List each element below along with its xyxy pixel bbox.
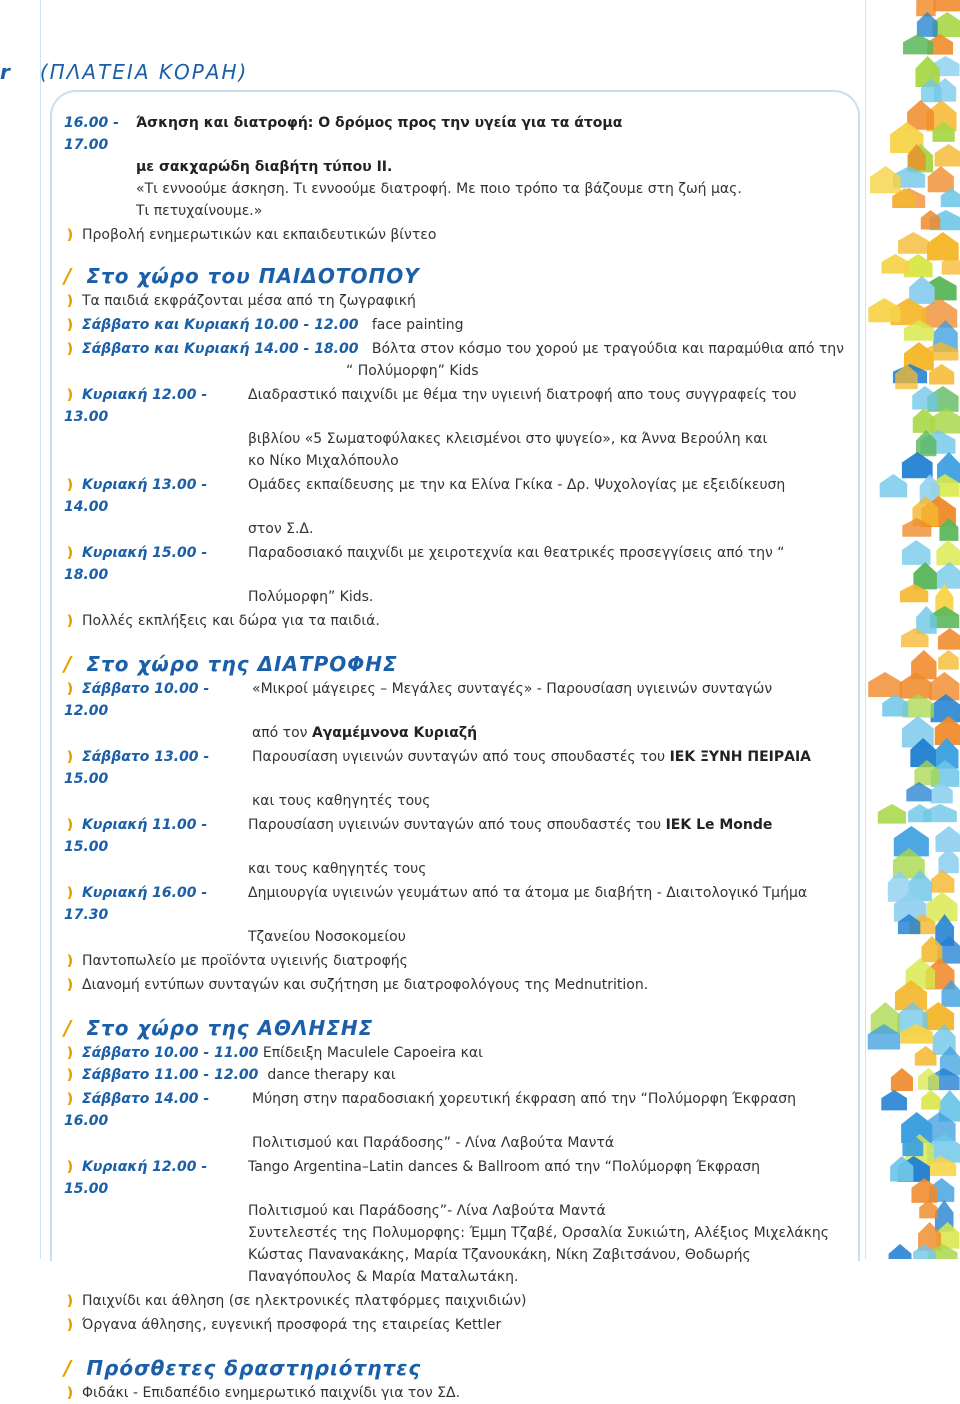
slash-icon: / (64, 652, 73, 676)
house-shape (936, 562, 960, 589)
house-shape (936, 540, 960, 565)
header-mark: r (0, 60, 12, 84)
item-text-bold: ΙΕΚ Le Monde (665, 817, 773, 833)
item-text: Διαδραστικό παιχνίδι με θέμα την υγιεινή διατροφή απο τους συγγραφείς του (248, 387, 797, 403)
chevron-right-icon: ❫ (64, 1317, 76, 1333)
item-text: Συντελεστές της Πολυμορφης: Έμμη Τζαβέ, Ορσαλία Συκιώτη, Αλέξιος Μιχελάκης (248, 1225, 829, 1241)
decorative-houses-strip (864, 0, 960, 1259)
item-text: Πολλές εκπλήξεις και δώρα για τα παιδιά. (82, 613, 380, 629)
item-time: Σάββατο 14.00 - 16.00 (64, 1091, 210, 1129)
house-shape (938, 628, 960, 650)
chevron-right-icon: ❫ (64, 1159, 76, 1175)
item-text: Όργανα άθλησης, ευγενική προσφορά της εταιρείας Kettler (82, 1317, 502, 1333)
chevron-right-icon: ❫ (64, 387, 76, 403)
item-text-bold: ΙΕΚ ΞΥΝΗ ΠΕΙΡΑΙΑ (669, 749, 812, 765)
house-shape (878, 804, 906, 824)
item-text: Μύηση στην παραδοσιακή χορευτική έκφραση από την “Πολύμορφη Έκφραση (252, 1091, 797, 1107)
section-title-additional: / Πρόσθετες δραστηριότητες (64, 1356, 422, 1380)
house-shape (889, 1244, 912, 1259)
item-text: βιβλίου «5 Σωματοφύλακες κλεισμένοι στο ψυγείο», κα Άννα Βερούλη και (248, 431, 768, 447)
item-text: Τι πετυχαίνουμε.» (136, 203, 263, 219)
item-text: Παρουσίαση υγιεινών συνταγών από τους σπουδαστές του (248, 817, 666, 833)
item-text: «Τι εννοούμε άσκηση. Τι εννοούμε διατροφή. Με ποιο τρόπο τα βάζουμε στη ζωή μας. (136, 181, 742, 197)
chevron-right-icon: ❫ (64, 953, 76, 969)
item-text: Παραδοσιακό παιχνίδι με χειροτεχνία και θεατρικές προσεγγίσεις από την “ (248, 545, 785, 561)
house-shape (868, 298, 900, 322)
house-shape (931, 870, 954, 893)
item-text: Παντοπωλείο με προϊόντα υγιεινής διατροφής (82, 953, 408, 969)
house-shape (898, 232, 929, 254)
item-time: Σάββατο 11.00 - 12.00 (82, 1067, 259, 1083)
item-text: Παναγόπουλος & Μαρία Ματαλωτάκη. (248, 1269, 519, 1285)
page-header (0, 60, 248, 84)
item-time: Κυριακή 12.00 - 13.00 (64, 387, 208, 425)
top-item (64, 112, 854, 156)
house-shape (921, 1090, 940, 1110)
chevron-right-icon: ❫ (64, 977, 76, 993)
item-time: 16.00 - 17.00 (64, 115, 119, 153)
item-time: Σάββατο 10.00 - 12.00 (64, 681, 210, 719)
chevron-right-icon: ❫ (64, 1385, 76, 1401)
house-shape (921, 210, 941, 230)
item-text: Τα παιδιά εκφράζονται μέσα από τη ζωγραφική (82, 293, 416, 309)
item-title: Άσκηση και διατροφή: Ο δρόμος προς την υγεία για τα άτομα (136, 115, 623, 131)
chevron-right-icon: ❫ (64, 477, 76, 493)
item-text: Δημιουργία υγιεινών γευμάτων από τα άτομα με διαβήτη - Διαιτολογικό Τμήμα (248, 885, 808, 901)
slash-icon: / (64, 1356, 73, 1380)
item-text: «Μικροί μάγειρες – Μεγάλες συνταγές» - Παρουσίαση υγιεινών συνταγών (252, 681, 773, 697)
chevron-right-icon: ❫ (64, 1045, 76, 1061)
chevron-right-icon: ❫ (64, 885, 76, 901)
item-text-bold: Αγαμέμνονα Κυριαζή (311, 725, 478, 741)
house-shape (881, 1090, 907, 1110)
program-content (64, 112, 854, 1404)
chevron-right-icon: ❫ (64, 749, 76, 765)
item-time: Κυριακή 11.00 - 15.00 (64, 817, 208, 855)
section-title-athlisi: / Στο χώρο της ΑΘΛΗΣΗΣ (64, 1016, 374, 1040)
item-text: Φιδάκι - Επιδαπέδιο ενημερωτικό παιχνίδι για τον ΣΔ. (82, 1385, 461, 1401)
house-shape (908, 804, 931, 822)
house-shape (882, 254, 910, 274)
item-text: Επίδειξη Maculele Capoeira και (262, 1045, 483, 1061)
item-text: Πολύμορφη” Kids. (248, 589, 374, 605)
house-shape (935, 144, 960, 167)
item-text: Παιχνίδι και άθληση (σε ηλεκτρονικές πλατφόρμες παιχνιδιών) (82, 1293, 527, 1309)
house-shape (909, 276, 934, 304)
house-shape (902, 540, 931, 565)
chevron-right-icon: ❫ (64, 1293, 76, 1309)
item-text: Βόλτα στον κόσμο του χορού με τραγούδια και παραμύθια από την (371, 341, 844, 357)
item-text: Προβολή ενημερωτικών και εκπαιδευτικών βίντεο (82, 227, 437, 243)
item-text: “ Πολύμορφη” Kids (346, 363, 479, 379)
house-shape (912, 386, 937, 409)
house-shape (918, 1068, 939, 1090)
item-text: Πολιτισμού και Παράδοσης”- Λίνα Λαβούτα Μαντά (248, 1203, 606, 1219)
item-time: Κυριακή 12.00 - 15.00 (64, 1159, 208, 1197)
section-title-paidotopos: / Στο χώρο του ΠΑΙΔΟΤΟΠΟΥ (64, 264, 420, 288)
item-time: Κυριακή 16.00 - 17.30 (64, 885, 208, 923)
chevron-right-icon: ❫ (64, 545, 76, 561)
item-text: κο Νίκο Μιχαλόπουλο (248, 453, 399, 469)
item-time: Κυριακή 13.00 - 14.00 (64, 477, 208, 515)
chevron-right-icon: ❫ (64, 817, 76, 833)
chevron-right-icon: ❫ (64, 317, 76, 333)
chevron-right-icon: ❫ (64, 293, 76, 309)
item-text: Πολιτισμού και Παράδοσης” - Λίνα Λαβούτα Μαντά (252, 1135, 615, 1151)
item-text: στον Σ.Δ. (248, 521, 314, 537)
header-title: (ΠΛΑΤΕΙΑ ΚΟΡΑΗ) (39, 60, 249, 84)
item-text: Κώστας Πανανακάκης, Μαρία Τζανουκάκη, Νίκη Ζαβιτσάνου, Θοδωρής (248, 1247, 751, 1263)
section-title-diatrofi: / Στο χώρο της ΔΙΑΤΡΟΦΗΣ (64, 652, 398, 676)
house-shape (935, 826, 960, 852)
item-time: Σάββατο 10.00 - 11.00 (82, 1045, 259, 1061)
item-text: dance therapy και (267, 1067, 396, 1083)
house-shape (916, 606, 937, 634)
item-time: Σάββατο 13.00 - 15.00 (64, 749, 210, 787)
item-text: Διανομή εντύπων συνταγών και συζήτηση με διατροφολόγους της Mednutrition. (82, 977, 649, 993)
chevron-right-icon: ❫ (64, 227, 76, 243)
item-time: Σάββατο και Κυριακή 14.00 - 18.00 (82, 341, 359, 357)
item-text: Ομάδες εκπαίδευσης με την κα Ελίνα Γκίκα - Δρ. Ψυχολογίας με εξειδίκευση (248, 477, 786, 493)
house-shape (934, 0, 960, 11)
item-text: Tango Argentina–Latin dances & Ballroom από την “Πολύμορφη Έκφραση (248, 1159, 761, 1175)
item-text: Παρουσίαση υγιεινών συνταγών από τους σπουδαστές του (252, 749, 670, 765)
house-shape (870, 166, 901, 193)
item-time: Κυριακή 15.00 - 18.00 (64, 545, 208, 583)
item-text: face painting (371, 317, 464, 333)
item-text: Τζανείου Νοσοκομείου (248, 929, 406, 945)
item-text: από τον (252, 725, 312, 741)
chevron-right-icon: ❫ (64, 681, 76, 697)
item-title-cont: με σακχαρώδη διαβήτη τύπου ΙΙ. (136, 159, 393, 175)
chevron-right-icon: ❫ (64, 341, 76, 357)
item-text: και τους καθηγητές τους (252, 793, 431, 809)
house-shape (903, 34, 933, 54)
slash-icon: / (64, 1016, 73, 1040)
house-shape (913, 562, 936, 589)
slash-icon: / (64, 264, 73, 288)
house-shape (938, 650, 959, 670)
house-shape (891, 1068, 913, 1091)
house-shape (868, 672, 902, 697)
chevron-right-icon: ❫ (64, 1091, 76, 1107)
chevron-right-icon: ❫ (64, 1067, 76, 1083)
item-time: Σάββατο και Κυριακή 10.00 - 12.00 (82, 317, 359, 333)
item-text: και τους καθηγητές τους (248, 861, 427, 877)
chevron-right-icon: ❫ (64, 613, 76, 629)
